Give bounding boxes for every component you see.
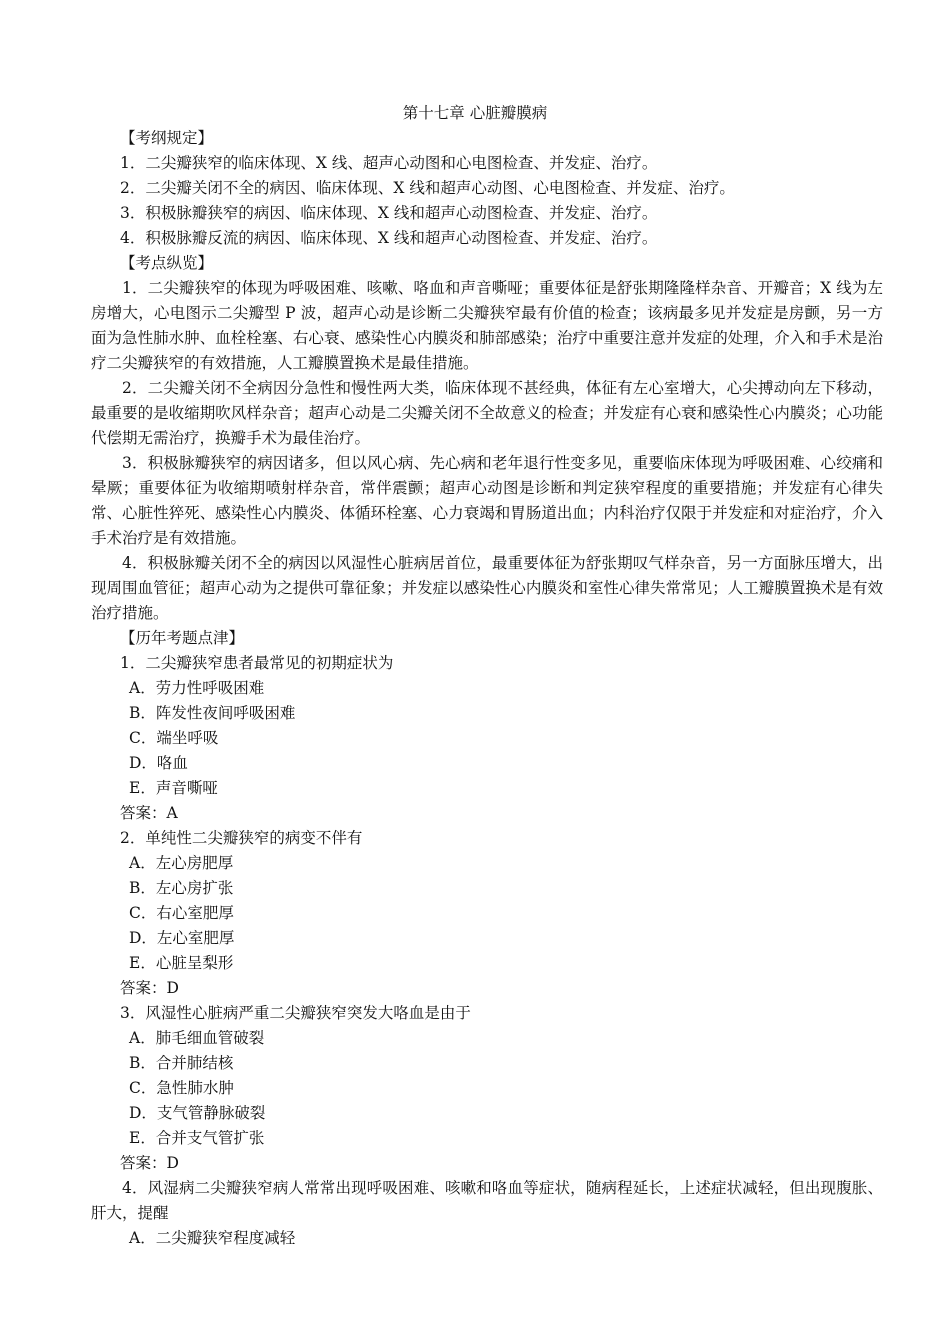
outline-item: 2．二尖瓣关闭不全的病因、临床体现、X 线和超声心动图、心电图检查、并发症、治疗。: [120, 179, 735, 197]
question-option: C．急性肺水肿: [129, 1079, 234, 1097]
question-answer: 答案：D: [120, 1154, 179, 1172]
outline-item: 4．积极脉瓣反流的病因、临床体现、X 线和超声心动图检查、并发症、治疗。: [120, 229, 658, 247]
question-option: A．左心房肥厚: [129, 854, 234, 872]
key-point-paragraph: 1．二尖瓣狭窄的体现为呼吸困难、咳嗽、咯血和声音嘶哑；重要体征是舒张期隆隆样杂音、开瓣音；X 线为左房增大，心电图示二尖瓣型 P 波，超声心动是诊断二尖瓣狭窄最有价值的检查；该病最多见并发症是房颤，另一方面为急性肺水肿、血栓栓塞、右心衰、感染性心内膜炎和肺部感染；治疗中重要注意并发症的处理，介入和手术是治疗二尖瓣狭窄的有效措施，人工瓣膜置换术是最佳措施。: [91, 279, 883, 372]
key-point-paragraph: 3．积极脉瓣狭窄的病因诸多，但以风心病、先心病和老年退行性变多见，重要临床体现为呼吸困难、心绞痛和晕厥；重要体征为收缩期喷射样杂音，常伴震颤；超声心动图是诊断和判定狭窄程度的重要措施；并发症有心律失常、心脏性猝死、感染性心内膜炎、体循环栓塞、心力衰竭和胃肠道出血；内科治疗仅限于并发症和对症治疗，介入手术治疗是有效措施。: [91, 454, 883, 547]
question-option: D．咯血: [129, 754, 188, 772]
question-option: E．心脏呈梨形: [129, 954, 234, 972]
question-answer: 答案：D: [120, 979, 179, 997]
question-option: D．左心室肥厚: [129, 929, 235, 947]
question-option: E．声音嘶哑: [129, 779, 218, 797]
question-stem: 2．单纯性二尖瓣狭窄的病变不伴有: [120, 829, 363, 847]
question-option: B．合并肺结核: [129, 1054, 234, 1072]
outline-item: 3．积极脉瓣狭窄的病因、临床体现、X 线和超声心动图检查、并发症、治疗。: [120, 204, 658, 222]
question-option: A．肺毛细血管破裂: [129, 1029, 265, 1047]
question-option: A．劳力性呼吸困难: [129, 679, 265, 697]
question-option: C．右心室肥厚: [129, 904, 234, 922]
outline-heading: 【考纲规定】: [120, 129, 214, 147]
chapter-title: 第十七章 心脏瓣膜病: [402, 104, 548, 122]
question-option: C．端坐呼吸: [129, 729, 219, 747]
key-points-heading: 【考点纵览】: [120, 254, 214, 272]
question-option: B．阵发性夜间呼吸困难: [129, 704, 296, 722]
question-answer: 答案：A: [120, 804, 178, 822]
question-option: D．支气管静脉破裂: [129, 1104, 266, 1122]
question-option: B．左心房扩张: [129, 879, 234, 897]
question-option: E．合并支气管扩张: [129, 1129, 265, 1147]
question-option: A．二尖瓣狭窄程度减轻: [129, 1229, 296, 1247]
outline-item: 1．二尖瓣狭窄的临床体现、X 线、超声心动图和心电图检查、并发症、治疗。: [120, 154, 658, 172]
key-point-paragraph: 4．积极脉瓣关闭不全的病因以风湿性心脏病居首位，最重要体征为舒张期叹气样杂音，另一方面脉压增大，出现周围血管征；超声心动为之提供可靠征象；并发症以感染性心内膜炎和室性心律失常常见；人工瓣膜置换术是有效治疗措施。: [91, 554, 883, 622]
question-stem: 3．风湿性心脏病严重二尖瓣狭窄突发大咯血是由于: [120, 1004, 471, 1022]
key-point-paragraph: 2．二尖瓣关闭不全病因分急性和慢性两大类，临床体现不甚经典，体征有左心室增大，心尖搏动向左下移动，最重要的是收缩期吹风样杂音；超声心动是二尖瓣关闭不全故意义的检查；并发症有心衰和感染性心内膜炎；心功能代偿期无需治疗，换瓣手术为最佳治疗。: [91, 379, 883, 447]
question-stem: 4．风湿病二尖瓣狭窄病人常常出现呼吸困难、咳嗽和咯血等症状，随病程延长，上述症状减轻，但出现腹胀、肝大，提醒: [91, 1179, 883, 1222]
question-stem: 1．二尖瓣狭窄患者最常见的初期症状为: [120, 654, 394, 672]
past-questions-heading: 【历年考题点津】: [120, 629, 245, 647]
